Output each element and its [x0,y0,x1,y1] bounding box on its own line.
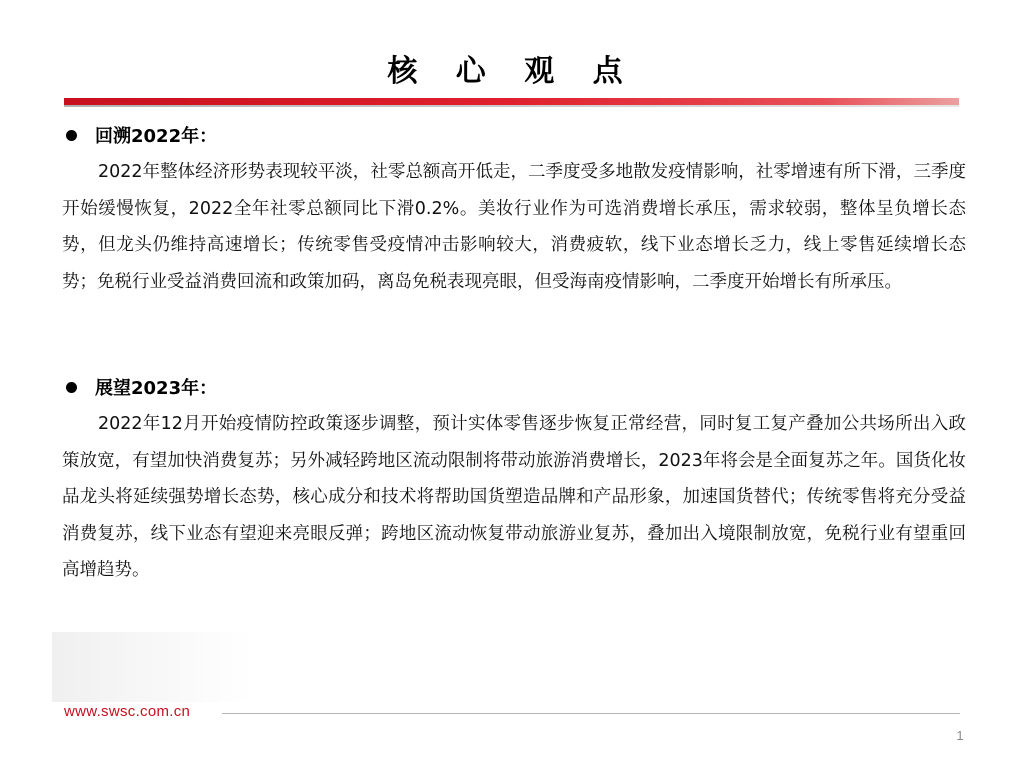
footer-url: www.swsc.com.cn [64,703,191,720]
section-outlook-2023 [62,372,966,589]
section-body: 2022年整体经济形势表现较平淡，社零总额高开低走，二季度受多地散发疫情影响，社零增速有所下滑，三季度开始缓慢恢复，2022全年社零总额同比下滑0.2%。美妆行业作为可选消费增长承压，需求较弱，整体呈负增长态势，但龙头仍维持高速增长；传统零售受疫情冲击影响较大，消费疲软，线下业态增长乏力，线上零售延续增长态势；免税行业受益消费回流和政策加码，离岛免税表现亮眼，但受海南疫情影响，二季度开始增长有所承压。 [62,162,966,292]
title-divider [64,98,959,105]
section-heading [62,120,966,150]
section-heading-label: 回溯2022年： [95,126,218,147]
page-title: 核 心 观 点 [387,54,637,89]
page-number: 1 [956,728,964,743]
section-body: 2022年12月开始疫情防控政策逐步调整，预计实体零售逐步恢复正常经营，同时复工复产叠加公共场所出入政策放宽，有望加快消费复苏；另外减轻跨地区流动限制将带动旅游消费增长，2023年将会是全面复苏之年。国货化妆品龙头将延续强势增长态势，核心成分和技术将帮助国货塑造品牌和产品形象，加速国货替代；传统零售将充分受益消费复苏，线下业态有望迎来亮眼反弹；跨地区流动恢复带动旅游业复苏，叠加出入境限制放宽，免税行业有望重回高增趋势。 [62,414,966,580]
section-review-2022 [62,120,966,300]
bullet-icon [66,382,77,393]
title-divider-shadow [64,105,959,107]
footer-decoration [52,632,252,702]
section-heading-label: 展望2023年： [95,378,218,399]
bullet-icon [66,130,77,141]
footer-divider [222,713,960,714]
section-heading [62,372,966,402]
